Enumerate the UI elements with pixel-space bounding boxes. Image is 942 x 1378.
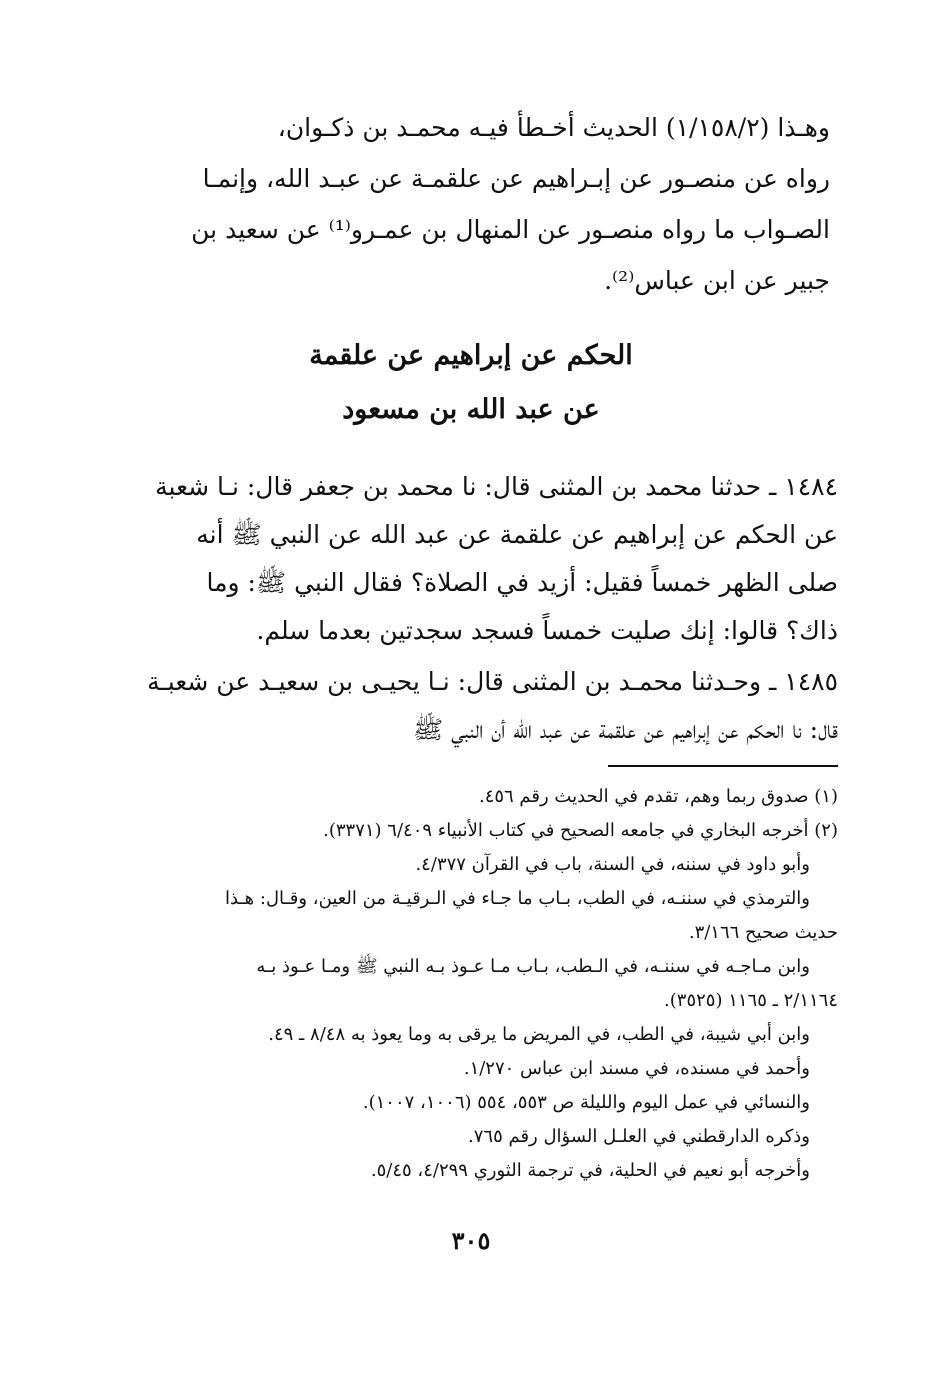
intro-paragraph bbox=[145, 102, 830, 306]
intro-line-3: الصـواب ما رواه منصـور عن المنهال بن عمـرو⁽¹⁾ عن سعيد بن bbox=[191, 215, 830, 244]
footnote-2-tirmidhi: والترمذي في سننـه، في الطب، بـاب ما جـاء في الـرقيـة من العين، وقـال: هـذا bbox=[224, 888, 810, 909]
footnote-2-ibn-abi-shaybah: وابن أبي شيبة، في الطب، في المريض ما يرقى به وما يعوذ به ٨/٤٨ ـ ٤٩. bbox=[268, 1024, 810, 1045]
footnote-2-abu-dawud: وأبو داود في سننه، في السنة، باب في القرآن ٤/٣٧٧. bbox=[415, 854, 810, 875]
entry-1484-line-4: ذاك؟ قالوا: إنك صليت خمساً فسجد سجدتين بعدما سلم. bbox=[256, 616, 838, 645]
footnote-2-ibn-majah: وابن مـاجـه في سننـه، في الـطب، بـاب مـا عـوذ بـه النبي ﷺ ومـا عـوذ بـه bbox=[256, 956, 810, 977]
hadith-entry-1484 bbox=[140, 463, 838, 655]
hadith-entry-1485 bbox=[140, 658, 838, 754]
footnote-1: (١) صدوق ربما وهم، تقدم في الحديث رقم ٤٥٦. bbox=[478, 786, 838, 807]
entry-1485-line-2: قال: نا الحكم عن إبراهيم عن علقمة عن عبد الله أن النبي ﷺ bbox=[412, 715, 838, 744]
entry-1484-line-1: ١٤٨٤ ـ حدثنا محمد بن المثنى قال: نا محمد بن جعفر قال: نـا شعبة bbox=[155, 472, 838, 501]
section-heading-line-1: الحكم عن إبراهيم عن علقمة bbox=[309, 340, 633, 371]
intro-line-1: وهـذا (١/١٥٨/٢) الحديث أخـطأ فيـه محمـد بن ذكـوان، bbox=[277, 113, 830, 142]
footnote-2: (٢) أخرجه البخاري في جامعه الصحيح في كتاب الأنبياء ٦/٤٠٩ (٣٣٧١). bbox=[323, 820, 838, 841]
page-number: ٣٠٥ bbox=[451, 1226, 491, 1255]
footnote-2-nasai: والنسائي في عمل اليوم والليلة ص ٥٥٣، ٥٥٤ (١٠٠٦، ١٠٠٧). bbox=[362, 1092, 810, 1113]
entry-1484-line-2: عن الحكم عن إبراهيم عن علقمة عن عبد الله عن النبي ﷺ أنه bbox=[196, 520, 838, 549]
entry-1485-line-1: ١٤٨٥ ـ وحـدثنا محمـد بن المثنى قال: نـا يحيـى بن سعيـد عن شعبـة bbox=[147, 667, 838, 696]
footnote-2-tirmidhi-cont: حديث صحيح ٣/١٦٦. bbox=[688, 922, 838, 943]
section-heading-line-2: عن عبد الله بن مسعود bbox=[342, 394, 600, 425]
entry-1484-line-3: صلى الظهر خمساً فقيل: أزيد في الصلاة؟ فقال النبي ﷺ: وما bbox=[206, 568, 838, 597]
footnote-2-ibn-majah-cont: ٢/١١٦٤ ـ ١١٦٥ (٣٥٢٥). bbox=[664, 990, 838, 1011]
footnote-2-abu-nuaym: وأخرجه أبو نعيم في الحلية، في ترجمة الثوري ٤/٢٩٩، ٥/٤٥. bbox=[370, 1160, 810, 1181]
footnote-2-daraqutni: وذكره الدارقطني في العلـل السؤال رقم ٧٦٥. bbox=[468, 1126, 810, 1147]
intro-line-2: رواه عن منصـور عن إبـراهيم عن علقمـة عن عبـد الله، وإنمـا bbox=[202, 164, 830, 193]
intro-line-4: جبير عن ابن عباس⁽²⁾. bbox=[604, 266, 830, 295]
footnote-2-ahmad: وأحمد في مسنده، في مسند ابن عباس ١/٢٧٠. bbox=[463, 1058, 810, 1079]
footnotes bbox=[136, 780, 838, 1188]
footnote-divider bbox=[608, 765, 838, 767]
